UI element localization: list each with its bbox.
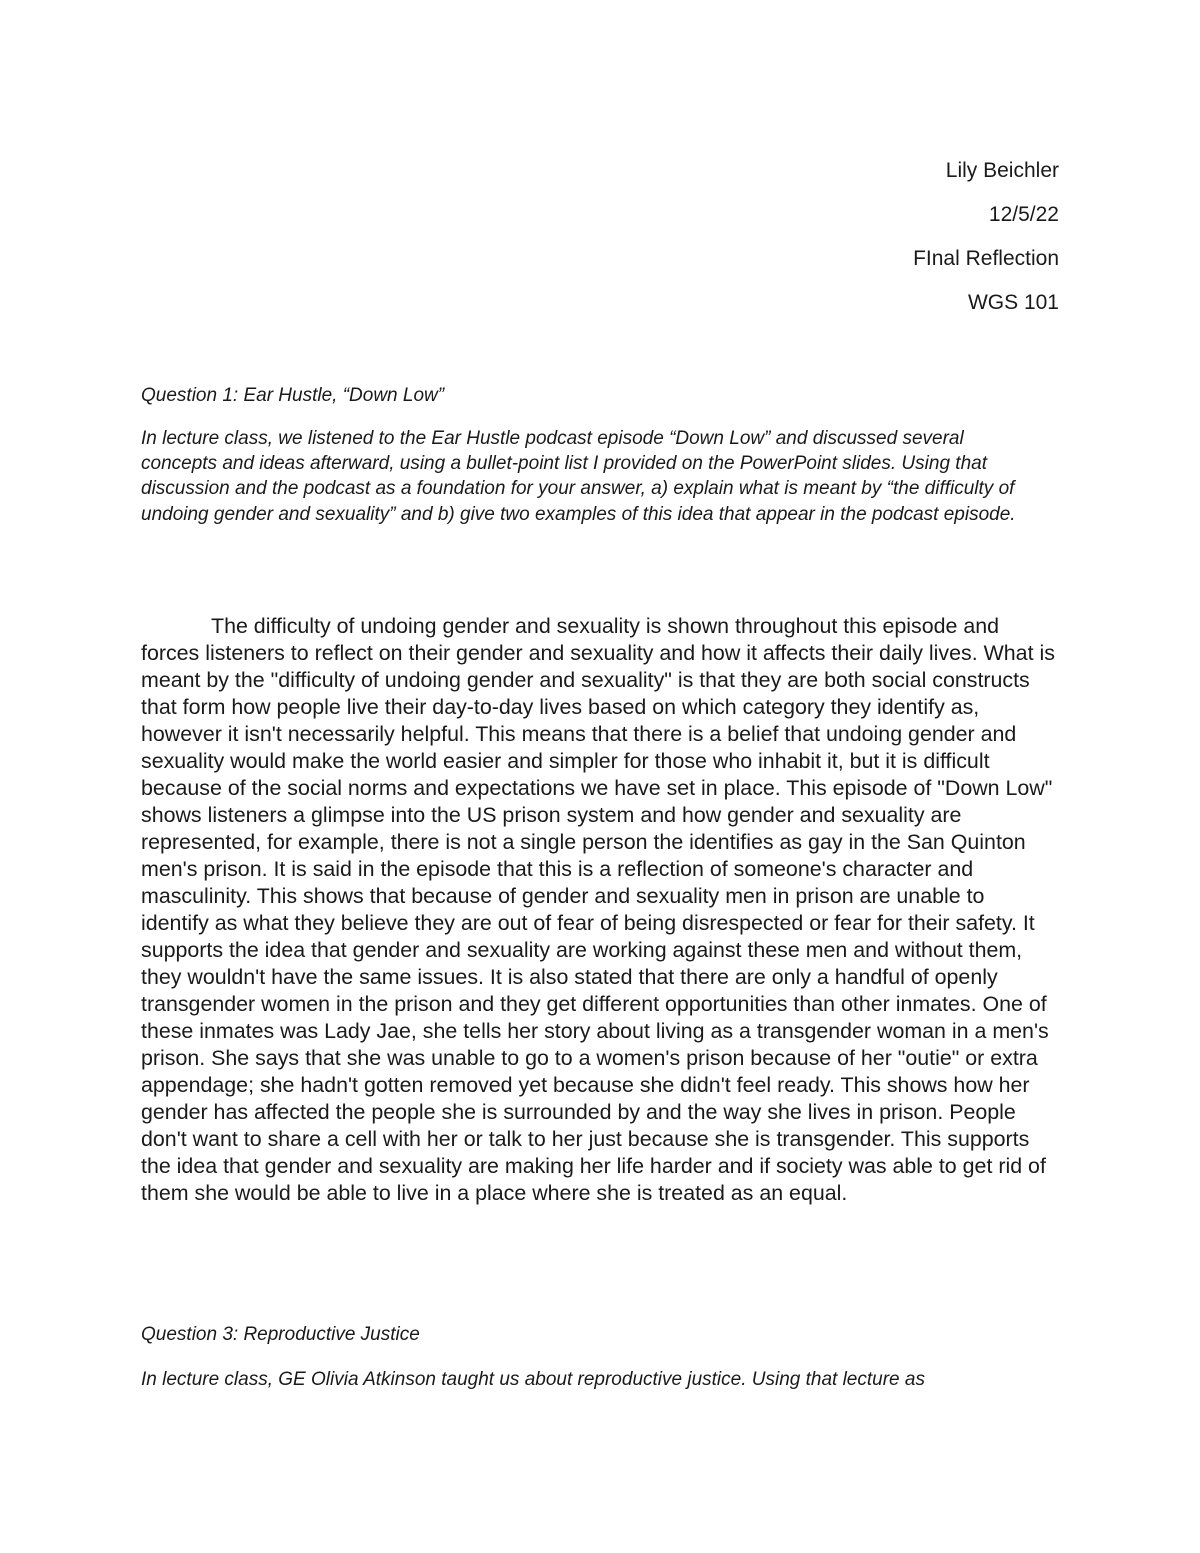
question-1-answer: The difficulty of undoing gender and sexuality is shown throughout this episode and forces listeners to reflect on their gender and sexuality and how it affects their daily lives. What is meant by the "difficulty of undoing gender and sexuality" is that they are both social constructs that form how people live their day-to-day lives based on which category they identify as, however it isn't necessarily helpful. This means that there is a belief that undoing gender and sexuality would make the world easier and simpler for those who inhabit it, but it is difficult because of the social norms and expectations we have set in place. This episode of "Down Low" shows listeners a glimpse into the US prison system and how gender and sexuality are represented, for example, there is not a single person the identifies as gay in the San Quinton men's prison. It is said in the episode that this is a reflection of someone's character and masculinity. This shows that because of gender and sexuality men in prison are unable to identify as what they believe they are out of fear of being disrespected or fear for their safety. It supports the idea that gender and sexuality are working against these men and without them, they wouldn't have the same issues. It is also stated that there are only a handful of openly transgender women in the prison and they get different opportunities than other inmates. One of these inmates was Lady Jae, she tells her story about living as a transgender woman in a men's prison. She says that she was unable to go to a women's prison because of her "outie" or extra appendage; she hadn't gotten removed yet because she didn't feel ready. This shows how her gender has affected the people she is surrounded by and the way she lives in prison. People don't want to share a cell with her or talk to her just because she is transgender. This supports the idea that gender and sexuality are making her life harder and if society was able to get rid of them she would be able to live in a place where she is treated as an equal. xyxy=(141,614,1055,1205)
question-1-prompt: In lecture class, we listened to the Ear Hustle podcast episode “Down Low” and discussed several concepts and ideas afterward, using a bullet-point list I provided on the PowerPoint slides. Using that discussion and the podcast as a foundation for your answer, a) explain what is meant by “the difficulty of undoing gender and sexuality” and b) give two examples of this idea that appear in the podcast episode. xyxy=(141,428,1016,525)
assignment-title: FInal Reflection xyxy=(913,247,1059,270)
question-3-prompt: In lecture class, GE Olivia Atkinson taught us about reproductive justice. Using that lecture as xyxy=(141,1369,925,1390)
question-3-title: Question 3: Reproductive Justice xyxy=(141,1324,420,1345)
question-1-title: Question 1: Ear Hustle, “Down Low” xyxy=(141,385,445,406)
document-header xyxy=(913,160,1059,336)
author-name: Lily Beichler xyxy=(945,159,1059,182)
course-name: WGS 101 xyxy=(967,291,1059,314)
document-date: 12/5/22 xyxy=(988,203,1059,226)
